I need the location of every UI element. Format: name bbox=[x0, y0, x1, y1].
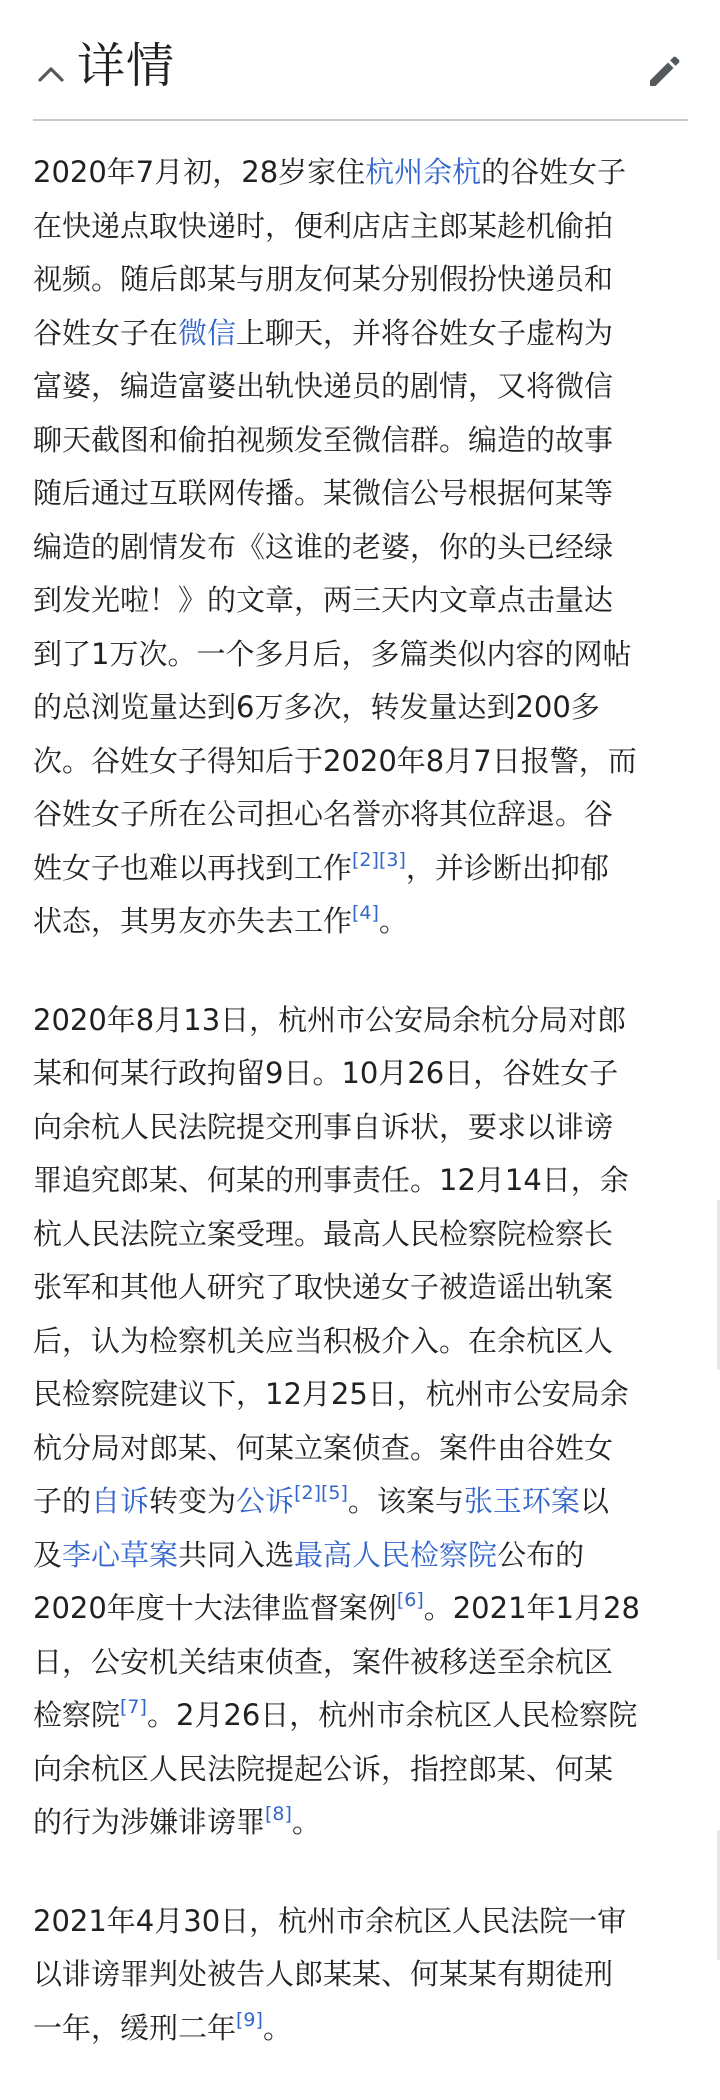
text-line bbox=[33, 1475, 685, 1529]
text-segment: 2020年8月13日，杭州市公安局余杭分局对郎 bbox=[33, 1002, 627, 1037]
text-segment: 后，认为检察机关应当积极介入。在余杭区人 bbox=[33, 1323, 614, 1358]
text-segment: 共同入选 bbox=[178, 1537, 295, 1572]
wiki-link[interactable]: 自诉 bbox=[91, 1484, 150, 1518]
wiki-link[interactable]: 张玉环案 bbox=[463, 1484, 580, 1518]
text-line bbox=[33, 146, 685, 200]
reference-link[interactable]: [6] bbox=[396, 1589, 424, 1611]
text-line bbox=[33, 1529, 685, 1583]
text-line bbox=[33, 307, 685, 361]
text-segment: 在快递点取快递时，便利店店主郎某趁机偷拍 bbox=[33, 208, 614, 243]
text-segment: 编造的剧情发布《这谁的老婆，你的头已经绿 bbox=[33, 529, 614, 564]
wiki-link[interactable]: 微信 bbox=[178, 315, 237, 350]
text-segment: 的行为涉嫌诽谤罪 bbox=[33, 1805, 266, 1839]
text-segment: 日，公安机关结束侦查，案件被移送至余杭区 bbox=[33, 1644, 614, 1679]
text-segment: ，并诊断出抑郁 bbox=[405, 850, 609, 885]
text-line bbox=[33, 1636, 685, 1690]
text-segment: 民检察院建议下，12月25日，杭州市公安局余 bbox=[33, 1377, 629, 1411]
reference-link[interactable]: [2] bbox=[294, 1482, 321, 1504]
section-header[interactable] bbox=[33, 26, 688, 121]
text-line bbox=[33, 1261, 685, 1315]
text-segment: 随后通过互联网传播。某微信公号根据何某等 bbox=[33, 476, 614, 510]
text-segment: 公布的 bbox=[497, 1537, 585, 1572]
text-segment: 姓女子也难以再找到工作 bbox=[33, 850, 353, 885]
reference-link[interactable]: [8] bbox=[265, 1803, 292, 1825]
text-segment: 向余杭人民法院提交刑事自诉状，要求以诽谤 bbox=[33, 1109, 614, 1144]
text-line bbox=[33, 414, 685, 468]
reference-link[interactable]: [3] bbox=[378, 848, 406, 871]
text-segment: 谷姓女子所在公司担心名誉亦将其位辞退。谷 bbox=[33, 797, 614, 831]
text-line bbox=[33, 788, 685, 842]
text-line bbox=[33, 467, 685, 521]
text-segment: 次。谷姓女子得知后于2020年8月7日报警，而 bbox=[33, 743, 637, 778]
text-line bbox=[33, 1208, 685, 1262]
text-segment: 。 bbox=[262, 2010, 292, 2045]
text-segment: 罪追究郎某、何某的刑事责任。12月14日，余 bbox=[33, 1163, 629, 1197]
text-line bbox=[33, 1689, 685, 1743]
text-segment: 杭分局对郎某、何某立案侦查。案件由谷姓女 bbox=[33, 1430, 614, 1465]
text-segment: 谷姓女子在 bbox=[33, 315, 179, 350]
text-line bbox=[33, 1796, 685, 1850]
section-content bbox=[33, 146, 685, 2100]
text-line bbox=[33, 521, 685, 575]
text-segment: 。 bbox=[378, 904, 408, 938]
text-segment: 张军和其他人研究了取快递女子被造谣出轨案 bbox=[33, 1270, 614, 1304]
reference-link[interactable]: [7] bbox=[120, 1696, 147, 1718]
text-segment: 富婆，编造富婆出轨快递员的剧情，又将微信 bbox=[33, 369, 614, 403]
text-line bbox=[33, 1315, 685, 1369]
text-line bbox=[33, 360, 685, 414]
text-segment: 上聊天，并将谷姓女子虚构为 bbox=[236, 315, 614, 350]
text-segment: 的谷姓女子 bbox=[481, 155, 627, 189]
text-line bbox=[33, 1895, 685, 1949]
text-line bbox=[33, 253, 685, 307]
text-segment: 一年，缓刑二年 bbox=[33, 2010, 237, 2045]
text-segment: 。 bbox=[291, 1805, 321, 1839]
text-segment: 聊天截图和偷拍视频发至微信群。编造的故事 bbox=[33, 422, 614, 457]
text-line bbox=[33, 1101, 685, 1155]
text-segment: 。该案与 bbox=[347, 1484, 464, 1518]
text-segment: 状态，其男友亦失去工作 bbox=[33, 904, 353, 938]
reference-link[interactable]: [9] bbox=[236, 2008, 263, 2031]
text-line bbox=[33, 1948, 685, 2002]
text-line bbox=[33, 628, 685, 682]
text-segment: 子的 bbox=[33, 1484, 92, 1518]
text-line bbox=[33, 842, 685, 896]
paragraph bbox=[33, 1895, 685, 2056]
text-line bbox=[33, 574, 685, 628]
text-line bbox=[33, 2002, 685, 2056]
text-segment: 视频。随后郎某与朋友何某分别假扮快递员和 bbox=[33, 262, 614, 296]
text-line bbox=[33, 1743, 685, 1797]
text-segment: 某和何某行政拘留9日。10月26日，谷姓女子 bbox=[33, 1056, 619, 1090]
text-line bbox=[33, 994, 685, 1048]
paragraph bbox=[33, 994, 685, 1850]
text-line bbox=[33, 1582, 685, 1636]
text-line bbox=[33, 1422, 685, 1476]
pencil-icon[interactable] bbox=[644, 48, 688, 92]
wiki-link[interactable]: 公诉 bbox=[236, 1484, 295, 1518]
text-segment: 检察院 bbox=[33, 1698, 121, 1732]
text-segment: 2021年4月30日，杭州市余杭区人民法院一审 bbox=[33, 1903, 627, 1938]
text-line bbox=[33, 895, 685, 949]
reference-link[interactable]: [5] bbox=[320, 1482, 348, 1504]
text-segment: 以 bbox=[579, 1484, 609, 1518]
paragraph bbox=[33, 146, 685, 949]
text-segment: 。2021年1月28 bbox=[423, 1591, 640, 1625]
text-segment: 及 bbox=[33, 1537, 63, 1572]
text-line bbox=[33, 681, 685, 735]
text-segment: 到了1万次。一个多月后，多篇类似内容的网帖 bbox=[33, 636, 632, 671]
text-line bbox=[33, 200, 685, 254]
text-segment: 2020年度十大法律监督案例 bbox=[33, 1591, 397, 1625]
text-segment: 转变为 bbox=[149, 1484, 237, 1518]
section-title: 详情 bbox=[77, 38, 176, 94]
text-segment: 到发光啦！》的文章，两三天内文章点击量达 bbox=[33, 583, 614, 617]
text-segment: 。2月26日，杭州市余杭区人民检察院 bbox=[146, 1698, 638, 1732]
text-line bbox=[33, 1154, 685, 1208]
wiki-link[interactable]: 最高人民检察院 bbox=[294, 1537, 498, 1572]
chevron-up-icon[interactable] bbox=[33, 56, 69, 92]
text-segment: 2020年7月初，28岁家住 bbox=[33, 155, 366, 189]
wiki-link[interactable]: 杭州余杭 bbox=[365, 155, 482, 189]
wiki-link[interactable]: 李心草案 bbox=[62, 1537, 179, 1572]
text-line bbox=[33, 735, 685, 789]
text-segment: 向余杭区人民法院提起公诉，指控郎某、何某 bbox=[33, 1751, 614, 1786]
reference-link[interactable]: [4] bbox=[352, 902, 379, 924]
text-segment: 杭人民法院立案受理。最高人民检察院检察长 bbox=[33, 1216, 614, 1251]
reference-link[interactable]: [2] bbox=[352, 848, 379, 871]
text-line bbox=[33, 1047, 685, 1101]
text-segment: 以诽谤罪判处被告人郎某某、何某某有期徒刑 bbox=[33, 1957, 614, 1991]
text-segment: 的总浏览量达到6万多次，转发量达到200多 bbox=[33, 690, 600, 724]
text-line bbox=[33, 1368, 685, 1422]
